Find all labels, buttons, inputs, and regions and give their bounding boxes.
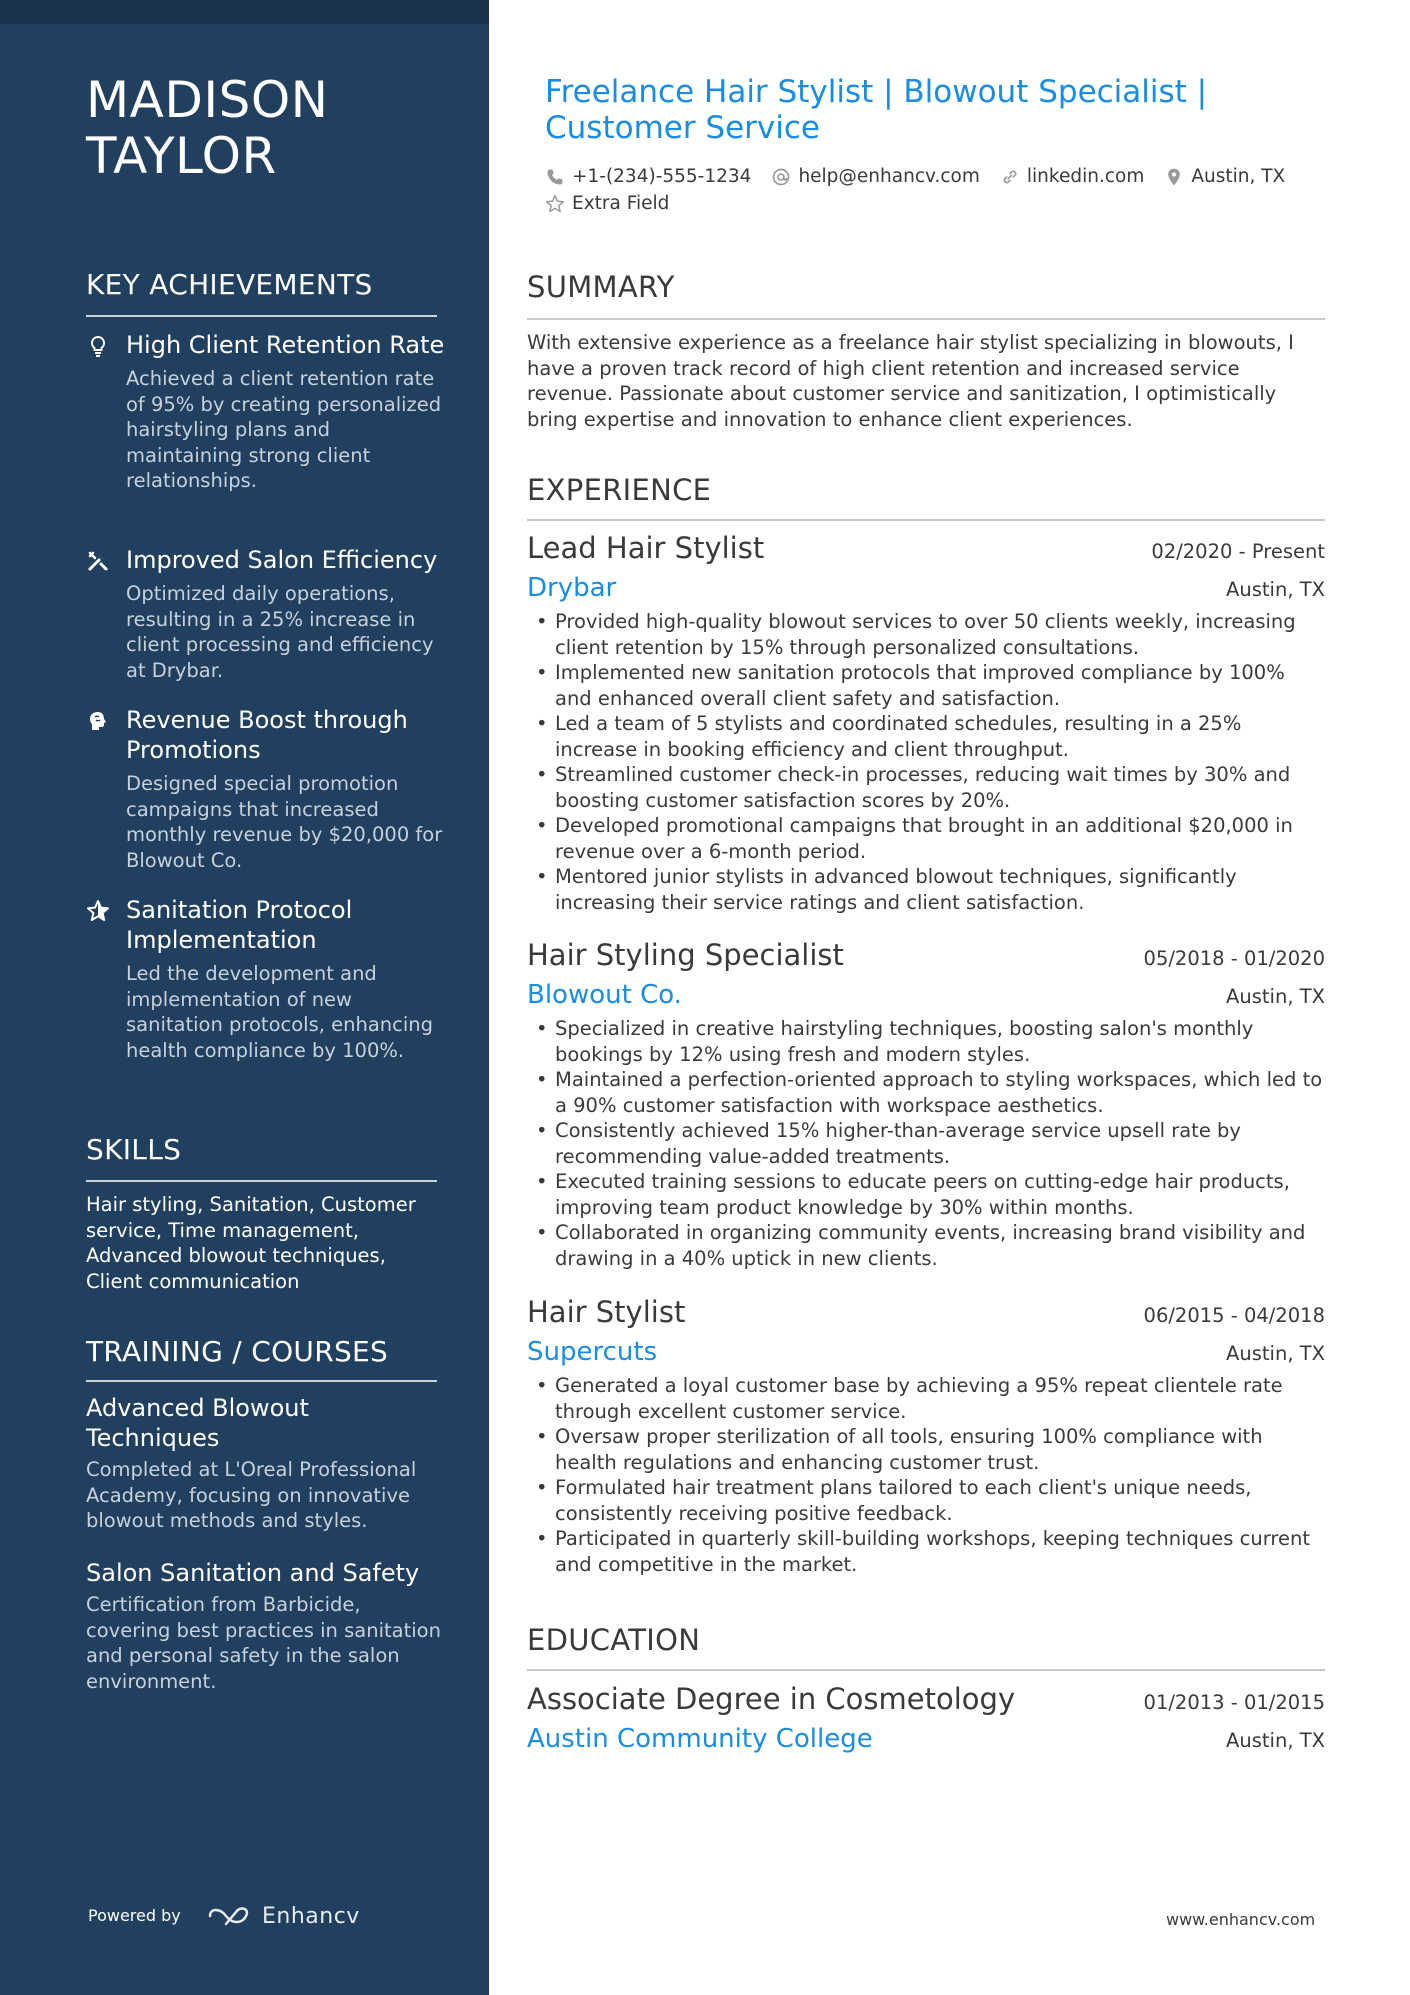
email-text: help@enhancv.com xyxy=(798,166,980,187)
job-title: Hair Stylist xyxy=(527,1295,686,1329)
list-item: • Led a team of 5 stylists and coordinated schedules, resulting in a 25% increase in booking efficiency and client throughput. xyxy=(527,711,1325,762)
contact-extra xyxy=(545,193,669,214)
star-icon xyxy=(86,899,110,923)
at-icon xyxy=(771,167,791,187)
course-title: Advanced Blowout Techniques xyxy=(86,1394,309,1452)
achievement-item xyxy=(86,330,446,494)
training-divider xyxy=(86,1380,437,1382)
achievement-item xyxy=(86,705,446,873)
job-dates: 06/2015 - 04/2018 xyxy=(1143,1304,1325,1327)
job-location: Austin, TX xyxy=(1226,578,1325,601)
skills-divider xyxy=(86,1180,437,1182)
achievement-item xyxy=(86,545,446,683)
phone-icon xyxy=(545,167,565,187)
list-item: • Generated a loyal customer base by achieving a 95% repeat clientele rate through excellent customer service. xyxy=(527,1373,1325,1424)
list-item: • Executed training sessions to educate peers on cutting-edge hair products, improving team product knowledge by 30% within months. xyxy=(527,1169,1325,1220)
link-icon xyxy=(1000,167,1020,187)
contact-email[interactable] xyxy=(771,166,979,187)
link-text: linkedin.com xyxy=(1026,166,1145,187)
job-bullets xyxy=(527,1373,1325,1577)
skills-title: SKILLS xyxy=(86,1133,182,1166)
sidebar-top-bar xyxy=(0,0,489,24)
experience-divider xyxy=(527,519,1325,521)
achievement-title: High Client Retention Rate xyxy=(126,331,445,359)
list-item: • Formulated hair treatment plans tailored to each client's unique needs, consistently receiving positive feedback. xyxy=(527,1475,1325,1526)
list-item: • Consistently achieved 15% higher-than-average service upsell rate by recommending value-added treatments. xyxy=(527,1118,1325,1169)
course-item xyxy=(86,1558,446,1694)
first-name: MADISON xyxy=(86,71,329,129)
job-dates: 05/2018 - 01/2020 xyxy=(1143,947,1325,970)
education-divider xyxy=(527,1669,1325,1671)
job-company[interactable]: Supercuts xyxy=(527,1337,658,1367)
contact-phone[interactable] xyxy=(545,166,751,187)
tools-icon xyxy=(86,549,110,573)
degree-title: Associate Degree in Cosmetology xyxy=(527,1682,1016,1716)
job-bullets xyxy=(527,1016,1325,1271)
list-item: • Oversaw proper sterilization of all tools, ensuring 100% compliance with health regulations and enhancing customer trust. xyxy=(527,1424,1325,1475)
experience-title: EXPERIENCE xyxy=(527,473,712,507)
list-item: • Streamlined customer check-in processes, reducing wait times by 30% and boosting customer satisfaction scores by 20%. xyxy=(527,762,1325,813)
powered-by-label: Powered by xyxy=(88,1906,181,1925)
achievement-item xyxy=(86,895,446,1063)
job-entry xyxy=(527,938,1325,1271)
skills-list: Hair styling, Sanitation, Customer service, Time management, Advanced blowout techniques, Client communication xyxy=(86,1193,416,1293)
footer-url[interactable]: www.enhancv.com xyxy=(1166,1910,1316,1929)
list-item: • Mentored junior stylists in advanced blowout techniques, significantly increasing their service ratings and client satisfaction. xyxy=(527,864,1325,915)
job-bullets xyxy=(527,609,1325,915)
job-dates: 02/2020 - Present xyxy=(1151,540,1325,563)
achievement-desc: Designed special promotion campaigns that increased monthly revenue by $20,000 for Blowout Co. xyxy=(126,772,443,872)
extra-text: Extra Field xyxy=(572,193,670,214)
location-pin-icon xyxy=(1164,167,1184,187)
lightbulb-icon xyxy=(86,334,110,358)
achievement-title: Improved Salon Efficiency xyxy=(126,546,438,574)
job-location: Austin, TX xyxy=(1226,1342,1325,1365)
job-entry xyxy=(527,1295,1325,1577)
education-title: EDUCATION xyxy=(527,1623,701,1657)
achievement-title: Revenue Boost through Promotions xyxy=(126,706,408,764)
course-title: Salon Sanitation and Safety xyxy=(86,1559,420,1587)
sidebar xyxy=(0,0,489,1995)
job-location: Austin, TX xyxy=(1226,985,1325,1008)
list-item: • Developed promotional campaigns that brought in an additional $20,000 in revenue over a 6-month period. xyxy=(527,813,1325,864)
list-item: • Implemented new sanitation protocols that improved compliance by 100% and enhanced overall client safety and satisfaction. xyxy=(527,660,1325,711)
achievement-desc: Optimized daily operations, resulting in a 25% increase in client processing and efficiency at Drybar. xyxy=(126,582,434,682)
course-item xyxy=(86,1393,446,1534)
phone-text: +1-(234)-555-1234 xyxy=(572,166,752,187)
brand-logo[interactable] xyxy=(206,1898,360,1934)
achievement-desc: Led the development and implementation of new sanitation protocols, enhancing health compliance by 100%. xyxy=(126,962,434,1062)
summary-title: SUMMARY xyxy=(527,270,675,304)
last-name: TAYLOR xyxy=(86,127,277,185)
job-company[interactable]: Blowout Co. xyxy=(527,980,682,1010)
summary-divider xyxy=(527,318,1325,320)
location-text: Austin, TX xyxy=(1191,166,1286,187)
achievement-desc: Achieved a client retention rate of 95% by creating personalized hairstyling plans and maintaining strong client relationships. xyxy=(126,367,442,492)
school-name[interactable]: Austin Community College xyxy=(527,1724,873,1754)
candidate-name xyxy=(86,72,329,184)
list-item: • Specialized in creative hairstyling techniques, boosting salon's monthly bookings by 12% using fresh and modern styles. xyxy=(527,1016,1325,1067)
job-title: Hair Styling Specialist xyxy=(527,938,844,972)
contact-location xyxy=(1164,166,1285,187)
contact-link[interactable] xyxy=(1000,166,1144,187)
training-title: TRAINING / COURSES xyxy=(86,1335,389,1368)
list-item: • Provided high-quality blowout services to over 50 clients weekly, increasing client retention by 15% through personalized consultations. xyxy=(527,609,1325,660)
education-dates: 01/2013 - 01/2015 xyxy=(1143,1691,1325,1714)
contact-bar xyxy=(545,163,1335,217)
education-location: Austin, TX xyxy=(1226,1729,1325,1752)
brand-name: Enhancv xyxy=(262,1903,360,1929)
education-entry xyxy=(527,1682,1325,1754)
achievements-divider xyxy=(86,315,437,317)
course-desc: Certification from Barbicide, covering best practices in sanitation and personal safety in the salon environment. xyxy=(86,1593,441,1693)
job-title: Lead Hair Stylist xyxy=(527,531,765,565)
headline: Freelance Hair Stylist | Blowout Specialist | Customer Service xyxy=(545,74,1208,146)
list-item: • Collaborated in organizing community events, increasing brand visibility and drawing in a 40% uptick in new clients. xyxy=(527,1220,1325,1271)
list-item: • Maintained a perfection-oriented approach to styling workspaces, which led to a 90% customer satisfaction with workspace aesthetics. xyxy=(527,1067,1325,1118)
job-company[interactable]: Drybar xyxy=(527,573,617,603)
course-desc: Completed at L'Oreal Professional Academy, focusing on innovative blowout methods and styles. xyxy=(86,1458,417,1532)
job-entry xyxy=(527,531,1325,915)
list-item: • Participated in quarterly skill-building workshops, keeping techniques current and competitive in the market. xyxy=(527,1526,1325,1577)
achievement-title: Sanitation Protocol Implementation xyxy=(126,896,353,954)
summary-text: With extensive experience as a freelance hair stylist specializing in blowouts, I have a proven track record of high client retention and increased service revenue. Passionate about customer service and sanitization, I optimistically bring expertise and innovation to enhance client experiences. xyxy=(527,331,1294,431)
brain-icon xyxy=(86,709,110,733)
achievements-title: KEY ACHIEVEMENTS xyxy=(86,268,373,301)
enhancv-logo-icon xyxy=(206,1903,254,1929)
star-outline-icon xyxy=(545,194,565,214)
